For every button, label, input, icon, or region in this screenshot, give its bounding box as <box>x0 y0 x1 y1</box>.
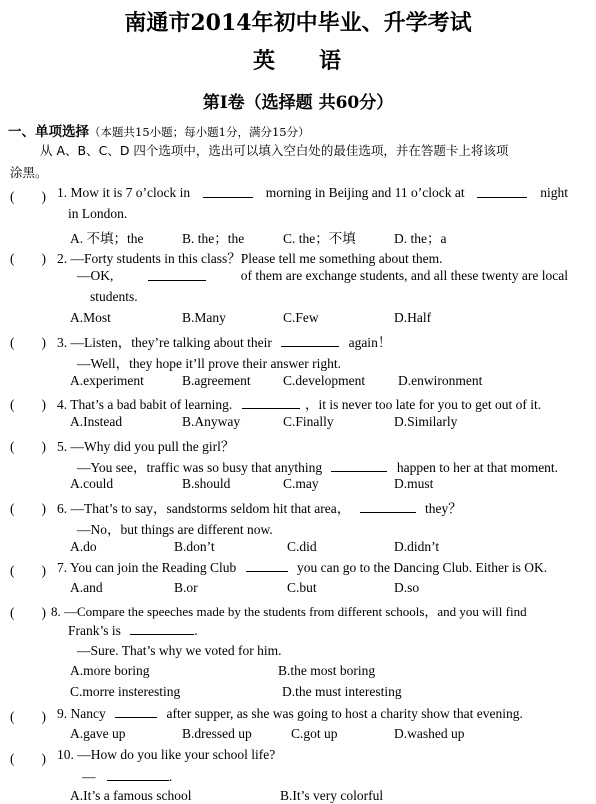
q5-option-b: B.should <box>182 476 231 491</box>
q1-text-d: in London. <box>68 206 128 221</box>
q8-text-d: —Sure. That’s why we voted for him. <box>77 643 282 658</box>
q1-text-b: morning in Beijing and 11 o’clock at <box>265 185 465 200</box>
q3-option-a: A.experiment <box>70 373 144 388</box>
subject-char-2: 语 <box>319 48 344 74</box>
q2-text-d: students. <box>90 289 138 304</box>
blank <box>360 500 416 513</box>
question-1 <box>57 185 568 201</box>
q4-text-b: ，it is never too late for you to get out of it. <box>304 397 542 412</box>
q8-option-b: B.the most boring <box>278 663 376 678</box>
q5-option-c: C.may <box>283 476 319 491</box>
q2-option-c: C.Few <box>283 310 319 325</box>
q5-text-b: —You see，traffic was so busy that anything <box>77 460 323 475</box>
q5-option-d: D.must <box>394 476 434 491</box>
section-note: （本题共15小题；每小题1分，满分15分） <box>89 125 310 139</box>
q2-line-2 <box>77 268 568 284</box>
q8-text-b: Frank’s is <box>68 623 121 638</box>
blank <box>281 334 339 347</box>
question-5-line-2 <box>77 456 558 476</box>
q3-text-c: —Well，they hope it’ll prove their answer right. <box>77 356 341 371</box>
q10-text-b: — <box>82 769 96 784</box>
q7-option-a: A.and <box>70 580 103 595</box>
question-9 <box>57 705 523 722</box>
q10-option-b: B.It’s very colorful <box>280 788 384 803</box>
q6-option-b: B.don’t <box>174 539 215 554</box>
q6-option-d: D.didn’t <box>394 539 440 554</box>
q6-text-a: 6. —That’s to say，sandstorms seldom hit that area， <box>57 501 351 516</box>
answer-bracket: ( ) <box>10 751 46 766</box>
q10-option-a: A.It’s a famous school <box>70 788 192 803</box>
instruction-line-1: 从 A、B、C、D 四个选项中，选出可以填入空白处的最佳选项，并在答题卡上将该项 <box>40 143 509 158</box>
q8-option-a: A.more boring <box>70 663 150 678</box>
q1-option-a: A. 不填；the <box>70 231 144 246</box>
q7-option-d: D.so <box>394 580 420 595</box>
q3-text-a: 3. —Listen，they’re talking about their <box>57 335 272 350</box>
blank <box>331 459 387 472</box>
question-10-line-2 <box>82 768 172 785</box>
q1-option-b: B. the；the <box>182 231 245 246</box>
answer-bracket: ( ) <box>10 251 46 266</box>
blank <box>203 185 253 198</box>
q10-text-a: 10. —How do you like your school life? <box>57 747 276 762</box>
answer-bracket: ( ) <box>10 439 46 454</box>
q3-option-c: C.development <box>283 373 366 388</box>
blank <box>130 622 194 635</box>
blank <box>246 559 288 572</box>
blank <box>107 768 169 781</box>
answer-bracket: ( ) <box>10 563 46 578</box>
q7-option-b: B.or <box>174 580 198 595</box>
question-8-line-2 <box>68 622 198 639</box>
q2-option-d: D.Half <box>394 310 432 325</box>
q4-text-a: 4. That’s a bad babit of learning. <box>57 397 233 412</box>
answer-bracket: ( ) <box>10 501 46 516</box>
q6-option-a: A.do <box>70 539 97 554</box>
blank <box>477 185 527 198</box>
answer-bracket: ( ) <box>10 605 46 620</box>
section-heading <box>8 120 310 140</box>
q9-option-c: C.got up <box>291 726 338 741</box>
q9-option-a: A.gave up <box>70 726 126 741</box>
question-4 <box>57 393 541 413</box>
q3-option-d: D.enwironment <box>398 373 483 388</box>
section-title: 一、单项选择 <box>8 124 89 140</box>
exam-title: 南通市2014年初中毕业、升学考试 <box>124 10 472 36</box>
question-3 <box>57 331 391 351</box>
question-6 <box>57 497 462 517</box>
q5-option-a: A.could <box>70 476 114 491</box>
q2-text-b: —OK, <box>77 268 114 283</box>
q6-option-c: C.did <box>287 539 317 554</box>
part-heading: 第Ⅰ卷（选择题 共60分） <box>202 93 394 113</box>
q3-option-b: B.agreement <box>182 373 251 388</box>
answer-bracket: ( ) <box>10 709 46 724</box>
q3-text-b: again！ <box>348 335 392 350</box>
q2-option-b: B.Many <box>182 310 226 325</box>
subject-title <box>0 44 596 75</box>
q1-text-c: night <box>540 185 568 200</box>
q1-option-d: D. the；a <box>394 231 447 246</box>
q5-text-a: 5. —Why did you pull the girl？ <box>57 439 235 454</box>
q8-text-a: 8. —Compare the speeches made by the students from different schools，and you will find <box>51 604 527 619</box>
q2-text-c: of them are exchange students, and all these twenty are local <box>240 268 568 283</box>
q6-text-b: they？ <box>424 501 462 516</box>
q7-text-a: 7. You can join the Reading Club <box>57 560 237 575</box>
q1-option-c: C. the；不填 <box>283 231 356 246</box>
q7-option-c: C.but <box>287 580 317 595</box>
q4-option-b: B.Anyway <box>182 414 241 429</box>
answer-bracket: ( ) <box>10 189 46 204</box>
q9-option-d: D.washed up <box>394 726 465 741</box>
q4-option-c: C.Finally <box>283 414 334 429</box>
q8-text-c: . <box>194 623 198 638</box>
q2-option-a: A.Most <box>70 310 111 325</box>
subject-char-1: 英 <box>252 48 277 74</box>
q4-option-d: D.Similarly <box>394 414 458 429</box>
q8-option-d: D.the must interesting <box>282 684 402 699</box>
answer-bracket: ( ) <box>10 335 46 350</box>
q9-text-a: 9. Nancy <box>57 706 106 721</box>
q6-text-c: —No，but things are different now. <box>77 522 273 537</box>
q2-text-a: 2. —Forty students in this class？Please tell me something about them. <box>57 251 443 266</box>
question-7 <box>57 559 547 576</box>
q1-text-a: 1. Mow it is 7 o’clock in <box>57 185 191 200</box>
instruction-line-2: 涂黑。 <box>10 165 48 180</box>
q4-option-a: A.Instead <box>70 414 123 429</box>
blank <box>115 705 157 718</box>
blank <box>242 396 300 409</box>
q7-text-b: you can go to the Dancing Club. Either is OK. <box>297 560 548 575</box>
q9-option-b: B.dressed up <box>182 726 252 741</box>
blank <box>148 268 206 281</box>
answer-bracket: ( ) <box>10 397 46 412</box>
q10-text-c: . <box>168 769 173 784</box>
q9-text-b: after supper, as she was going to host a charity show that evening. <box>166 706 523 721</box>
q8-option-c: C.morre insteresting <box>70 684 181 699</box>
q5-text-c: happen to her at that moment. <box>396 460 559 475</box>
